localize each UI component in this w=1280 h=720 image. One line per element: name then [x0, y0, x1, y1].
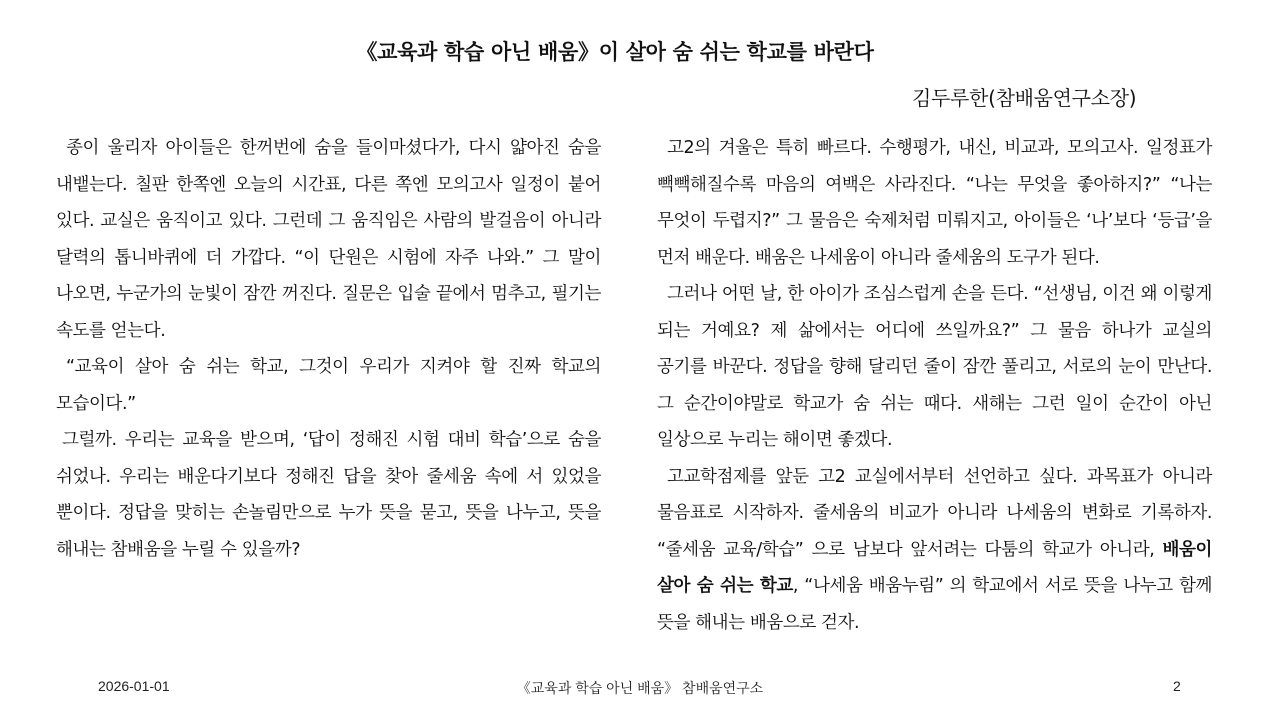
paragraph: 고2의 겨울은 특히 빠르다. 수행평가, 내신, 비교과, 모의고사. 일정표가 빽빽해질수록 마음의 여백은 사라진다. “나는 무엇을 좋아하지?” “나는 무엇이 두렵지?” 그 물음은 숙제처럼 미뤄지고, 아이들은 ‘나’보다 ‘등급’을 먼저 배운다. 배움은 나세움이 아니라 줄세움의 도구가 된다. [657, 138, 1212, 268]
page-number: 2 [1173, 678, 1181, 694]
paragraph [657, 459, 1212, 642]
footer-date: 2026-01-01 [98, 678, 170, 694]
paragraph: 그럴까. 우리는 교육을 받으며, ‘답이 정해진 시험 대비 학습’으로 숨을 쉬었나. 우리는 배운다기보다 정해진 답을 찾아 줄세움 속에 서 있었을 뿐이다. 정답을 맞히는 손놀림만으로 누가 뜻을 묻고, 뜻을 나누고, 뜻을 해내는 참배움을 누릴 수 있을까? [56, 430, 601, 560]
author-byline: 김두루한(참배움연구소장) [912, 86, 1137, 110]
right-column [657, 130, 1212, 641]
left-column [56, 130, 601, 568]
footer-source: 《교육과 학습 아닌 배움》 참배움연구소 [516, 680, 764, 696]
bold-phrase: 배움이 살아 숨 쉬는 학교 [657, 539, 1212, 596]
paragraph-text: 고교학점제를 앞둔 고2 교실에서부터 선언하고 싶다. 과목표가 아니라 물음표로 시작하자. 줄세움의 비교가 아니라 나세움의 변화로 기록하자. “줄세움 교육/학습” 으로 남보다 앞서려는 다툼의 학교가 아니라, [657, 466, 1212, 560]
paragraph: 그러나 어떤 날, 한 아이가 조심스럽게 손을 든다. “선생님, 이건 왜 이렇게 되는 거예요? 제 삶에서는 어디에 쓰일까요?” 그 물음 하나가 교실의 공기를 바꾼다. 정답을 향해 달리던 줄이 잠깐 풀리고, 서로의 눈이 만난다. 그 순간이야말로 학교가 숨 쉬는 때다. 새해는 그런 일이 순간이 아닌 일상으로 누리는 해이면 좋겠다. [657, 284, 1212, 450]
paragraph: 종이 울리자 아이들은 한꺼번에 숨을 들이마셨다가, 다시 얇아진 숨을 내뱉는다. 칠판 한쪽엔 오늘의 시간표, 다른 쪽엔 모의고사 일정이 붙어 있다. 교실은 움직이고 있다. 그런데 그 움직임은 사람의 발걸음이 아니라 달력의 톱니바퀴에 더 가깝다. “이 단원은 시험에 자주 나와.” 그 말이 나오면, 누군가의 눈빛이 잠깐 꺼진다. 질문은 입술 끝에서 멈추고, 필기는 속도를 얻는다. [56, 138, 601, 341]
quote-paragraph: “교육이 살아 숨 쉬는 학교, 그것이 우리가 지켜야 할 진짜 학교의 모습이다.” [56, 357, 601, 414]
document-title: 《교육과 학습 아닌 배움》이 살아 숨 쉬는 학교를 바란다 [356, 40, 874, 64]
paragraph-text: , “나세움 배움누림” 의 학교에서 서로 뜻을 나누고 함께 뜻을 해내는 배움으로 걷자. [657, 576, 1212, 633]
